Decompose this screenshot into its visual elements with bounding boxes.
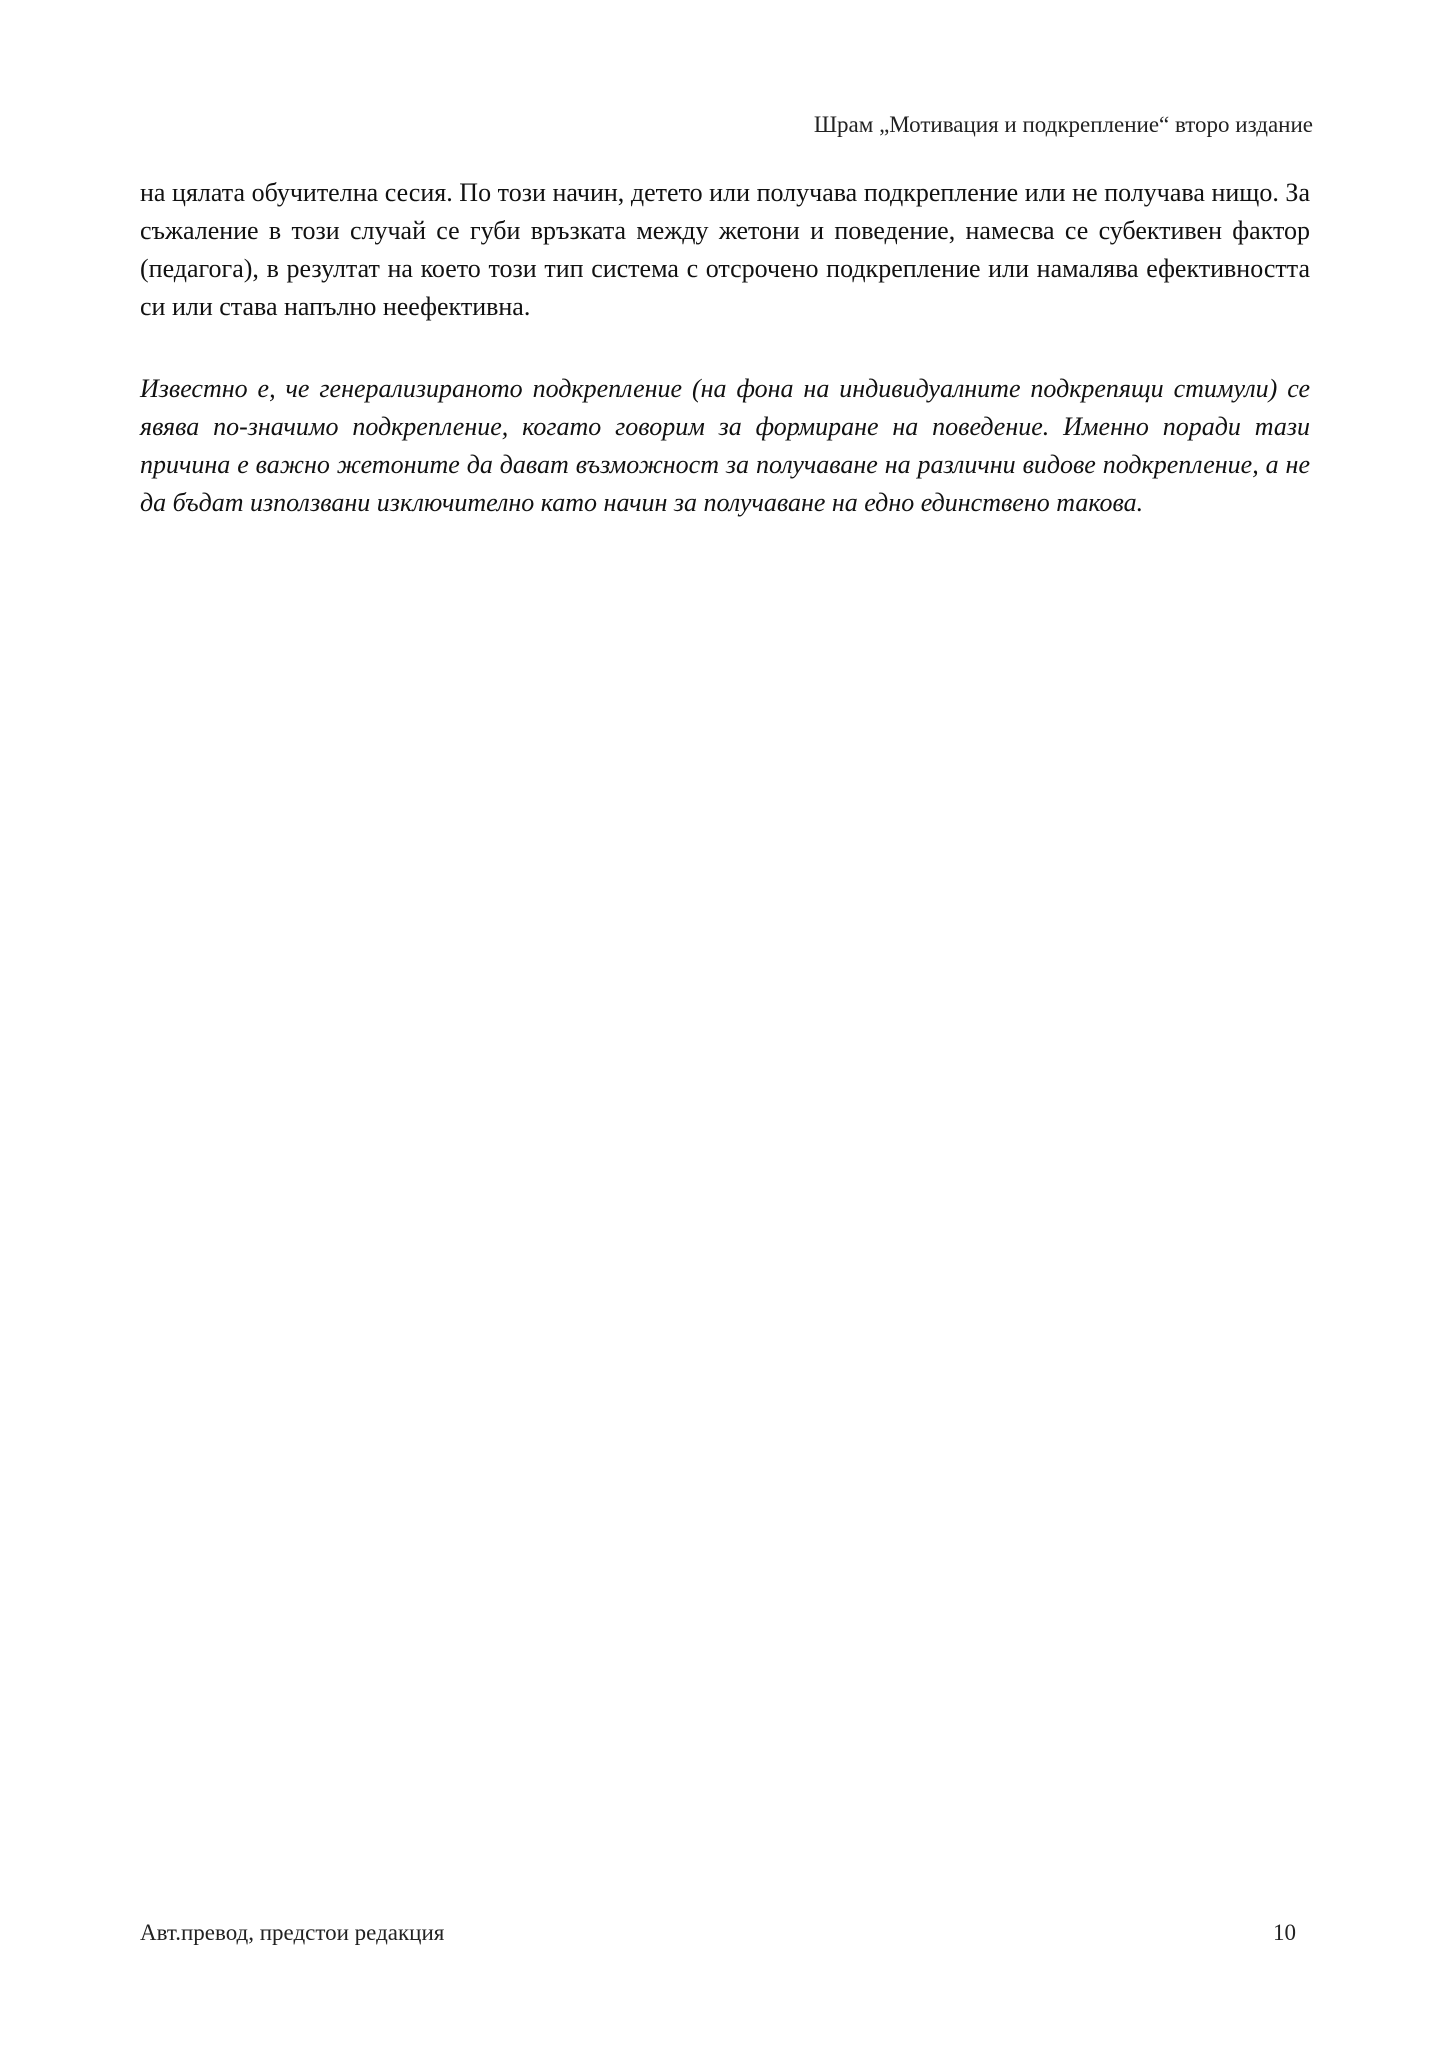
- paragraph-regular: на цялата обучителна сесия. По този начин, детето или получава подкрепление или не получава нищо. За съжаление в този случай се губи връзката между жетони и поведение, намесва се субективен фактор (педагога), в резултат на което този тип система с отсрочено подкрепление или намалява ефективността си или става напълно неефективна.: [140, 178, 1310, 321]
- footer-note: Авт.превод, предстои редакция: [140, 1920, 445, 1945]
- running-header: Шрам „Мотивация и подкрепление“ второ издание: [813, 112, 1313, 137]
- paragraph-italic: Известно е, че генерализираното подкрепление (на фона на индивидуалните подкрепящи стимули) се явява по-значимо подкрепление, когато говорим за формиране на поведение. Именно поради тази причина е важно жетоните да дават възможност за получаване на различни видове подкрепление, а не да бъдат използвани изключително като начин за получаване на едно единствено такова.: [140, 374, 1310, 517]
- page-number: 10: [1273, 1920, 1296, 1945]
